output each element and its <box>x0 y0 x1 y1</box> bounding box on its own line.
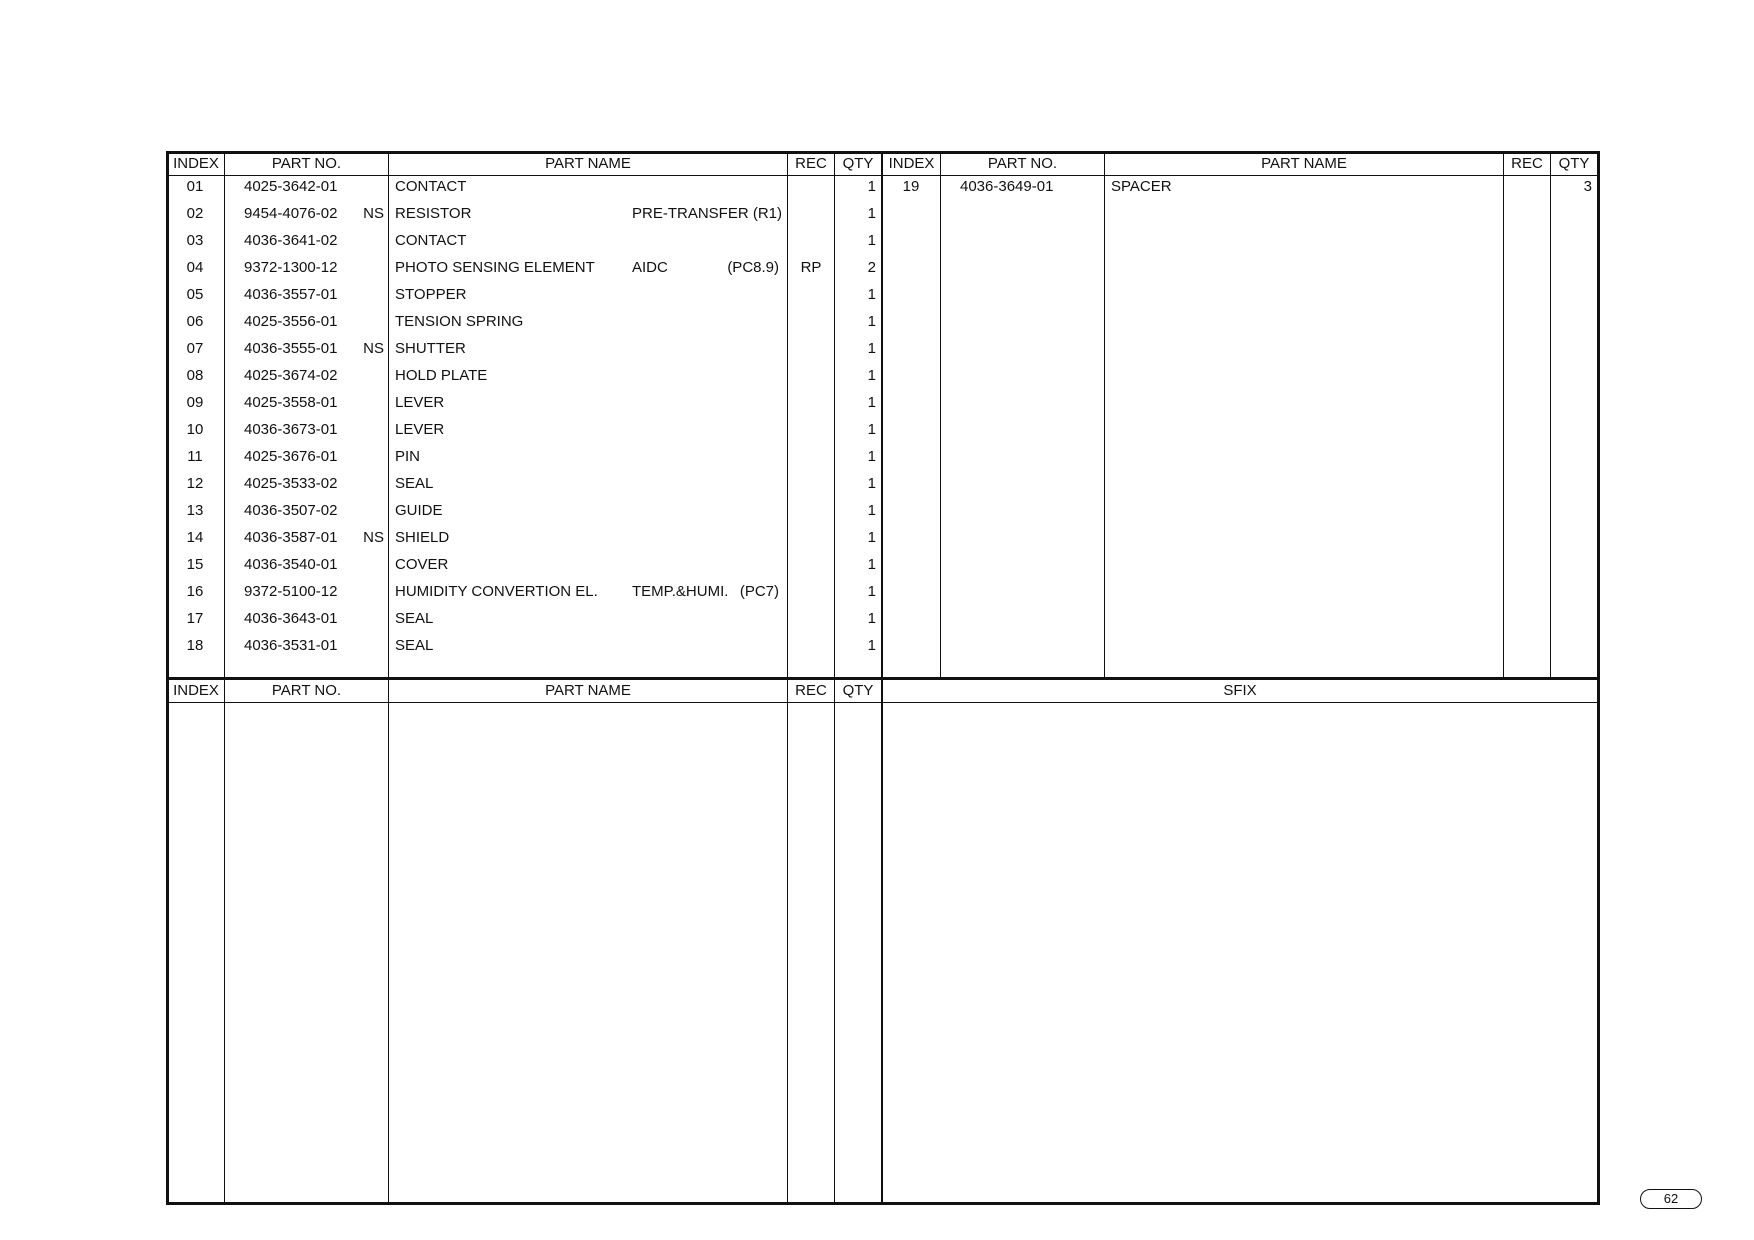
row-code <box>700 500 779 522</box>
row-rec <box>788 500 834 522</box>
row-part-name: COVER <box>395 556 449 573</box>
row-part-no: 4036-3540-01 <box>244 556 338 573</box>
row-qty: 1 <box>867 340 876 357</box>
col-rule-right-rec <box>1550 151 1551 678</box>
row-ns-flag <box>358 176 384 198</box>
row-ns-flag <box>358 257 384 279</box>
row-index: 17 <box>186 610 204 627</box>
row-part-no: 4036-3643-01 <box>244 610 338 627</box>
row-part-no: 4036-3531-01 <box>244 637 338 654</box>
row-index: 04 <box>186 259 204 276</box>
row-qty: 1 <box>867 232 876 249</box>
row-rec <box>788 527 834 549</box>
row-rec <box>788 311 834 333</box>
row-qty: 1 <box>867 286 876 303</box>
row-part-no: 4025-3558-01 <box>244 394 338 411</box>
row-rec <box>788 608 834 630</box>
row-index: 19 <box>902 178 920 195</box>
header-index: INDEX <box>173 155 219 172</box>
row-rec <box>788 581 834 603</box>
row-ns-flag <box>358 284 384 306</box>
row-part-name: STOPPER <box>395 286 467 303</box>
row-rec <box>788 230 834 252</box>
row-ns-flag <box>358 554 384 576</box>
row-part-name: SPACER <box>1111 178 1172 195</box>
row-part-no: 4036-3557-01 <box>244 286 338 303</box>
row-code <box>700 635 779 657</box>
row-part-no: 4036-3673-01 <box>244 421 338 438</box>
row-index: 10 <box>186 421 204 438</box>
row-index: 15 <box>186 556 204 573</box>
row-rec <box>788 365 834 387</box>
row-index: 16 <box>186 583 204 600</box>
row-code <box>700 365 779 387</box>
row-part-name: LEVER <box>395 394 445 411</box>
row-part-no: 4036-3587-01 <box>244 529 338 546</box>
row-note: TEMP.&HUMI. <box>632 583 729 600</box>
header-part-name: PART NAME <box>545 155 631 172</box>
row-qty: 1 <box>867 421 876 438</box>
row-part-name: PIN <box>395 448 421 465</box>
row-rec <box>788 419 834 441</box>
row-qty: 1 <box>867 583 876 600</box>
row-index: 03 <box>186 232 204 249</box>
row-part-no: 4036-3507-02 <box>244 502 338 519</box>
bottom-header-part-no: PART NO. <box>271 682 342 699</box>
row-rec <box>788 338 834 360</box>
row-part-no: 9454-4076-02 <box>244 205 338 222</box>
header-right-part-no: PART NO. <box>987 155 1058 172</box>
row-ns-flag <box>358 581 384 603</box>
bottom-header-part-name: PART NAME <box>545 682 631 699</box>
bottom-header-sfix: SFIX <box>1223 682 1257 699</box>
row-part-no: 4025-3676-01 <box>244 448 338 465</box>
row-qty: 1 <box>867 475 876 492</box>
row-code: (PC8.9) <box>727 259 779 276</box>
row-code <box>700 527 779 549</box>
row-index: 18 <box>186 637 204 654</box>
row-qty: 1 <box>867 178 876 195</box>
row-ns-flag <box>358 500 384 522</box>
row-part-no: 4025-3642-01 <box>244 178 338 195</box>
header-rec: REC <box>795 155 827 172</box>
bottom-header-index: INDEX <box>173 682 219 699</box>
row-part-name: SEAL <box>395 475 434 492</box>
header-right-rec: REC <box>1511 155 1543 172</box>
header-right-index: INDEX <box>888 155 935 172</box>
row-index: 06 <box>186 313 204 330</box>
row-part-name: TENSION SPRING <box>395 313 524 330</box>
row-part-name: PHOTO SENSING ELEMENT <box>395 259 595 276</box>
col-rule-right-index <box>940 151 941 678</box>
row-rec <box>788 635 834 657</box>
header-right-qty: QTY <box>1558 155 1590 172</box>
row-rec <box>788 392 834 414</box>
col-rule-rec <box>834 151 835 1205</box>
page-number: 62 <box>1640 1189 1702 1209</box>
row-index: 08 <box>186 367 204 384</box>
row-qty: 2 <box>867 259 876 276</box>
row-qty: 1 <box>867 313 876 330</box>
row-ns-flag <box>358 608 384 630</box>
row-rec <box>1504 176 1550 198</box>
row-part-no: 9372-5100-12 <box>244 583 338 600</box>
row-ns-flag: NS <box>363 205 384 222</box>
row-qty: 3 <box>1583 178 1592 195</box>
row-rec: RP <box>800 259 822 276</box>
row-part-name: SEAL <box>395 610 434 627</box>
row-part-name: CONTACT <box>395 178 467 195</box>
row-part-name: SHIELD <box>395 529 450 546</box>
row-code <box>700 392 779 414</box>
row-ns-flag <box>358 311 384 333</box>
row-rec <box>788 284 834 306</box>
col-rule-qty <box>881 151 883 1205</box>
row-code <box>700 230 779 252</box>
row-index: 01 <box>186 178 204 195</box>
row-qty: 1 <box>867 529 876 546</box>
row-part-name: LEVER <box>395 421 445 438</box>
row-code <box>700 554 779 576</box>
row-part-no: 4025-3556-01 <box>244 313 338 330</box>
row-code <box>700 419 779 441</box>
row-code <box>700 473 779 495</box>
header-part-no: PART NO. <box>271 155 342 172</box>
row-code <box>700 338 779 360</box>
row-qty: 1 <box>867 502 876 519</box>
row-part-no: 4036-3649-01 <box>960 178 1054 195</box>
row-qty: 1 <box>867 394 876 411</box>
row-index: 14 <box>186 529 204 546</box>
row-code <box>700 608 779 630</box>
row-part-name: SHUTTER <box>395 340 466 357</box>
row-ns-flag: NS <box>363 529 384 546</box>
row-code <box>700 284 779 306</box>
row-index: 07 <box>186 340 204 357</box>
row-code: (PC7) <box>739 583 779 600</box>
col-rule-index <box>224 151 225 1205</box>
row-part-no: 4036-3641-02 <box>244 232 338 249</box>
row-qty: 1 <box>867 556 876 573</box>
row-part-no: 4025-3533-02 <box>244 475 338 492</box>
col-rule-partno <box>388 151 389 1205</box>
row-qty: 1 <box>867 367 876 384</box>
row-ns-flag <box>358 473 384 495</box>
row-part-no: 4036-3555-01 <box>244 340 338 357</box>
row-part-name: CONTACT <box>395 232 467 249</box>
col-rule-right-partname <box>1503 151 1504 678</box>
row-qty: 1 <box>867 448 876 465</box>
row-note: AIDC <box>632 259 668 276</box>
row-part-name: HUMIDITY CONVERTION EL. <box>395 583 598 600</box>
row-rec <box>788 473 834 495</box>
row-qty: 1 <box>867 637 876 654</box>
row-part-name: HOLD PLATE <box>395 367 488 384</box>
row-code <box>700 203 779 225</box>
row-index: 11 <box>187 448 203 465</box>
row-part-name: SEAL <box>395 637 434 654</box>
row-rec <box>788 176 834 198</box>
row-qty: 1 <box>867 205 876 222</box>
row-ns-flag: NS <box>363 340 384 357</box>
row-qty: 1 <box>867 610 876 627</box>
row-index: 12 <box>186 475 204 492</box>
row-ns-flag <box>358 365 384 387</box>
row-part-no: 9372-1300-12 <box>244 259 338 276</box>
row-index: 05 <box>186 286 204 303</box>
row-ns-flag <box>358 446 384 468</box>
header-qty: QTY <box>842 155 874 172</box>
row-ns-flag <box>358 635 384 657</box>
row-index: 02 <box>186 205 204 222</box>
row-part-no: 4025-3674-02 <box>244 367 338 384</box>
row-code <box>700 446 779 468</box>
row-index: 13 <box>186 502 204 519</box>
row-index: 09 <box>186 394 204 411</box>
bottom-header-rec: REC <box>795 682 827 699</box>
row-ns-flag <box>358 230 384 252</box>
col-rule-right-partno <box>1104 151 1105 678</box>
row-ns-flag <box>358 419 384 441</box>
row-rec <box>788 554 834 576</box>
row-ns-flag <box>358 392 384 414</box>
row-code <box>700 311 779 333</box>
row-rec <box>788 446 834 468</box>
bottom-header-qty: QTY <box>842 682 874 699</box>
row-rec <box>788 203 834 225</box>
col-rule-partname <box>787 151 788 1205</box>
row-part-name: GUIDE <box>395 502 443 519</box>
row-code <box>700 176 779 198</box>
header-right-part-name: PART NAME <box>1261 155 1347 172</box>
row-part-name: RESISTOR <box>395 205 472 222</box>
row-note: PRE-TRANSFER (R1) <box>632 205 783 222</box>
